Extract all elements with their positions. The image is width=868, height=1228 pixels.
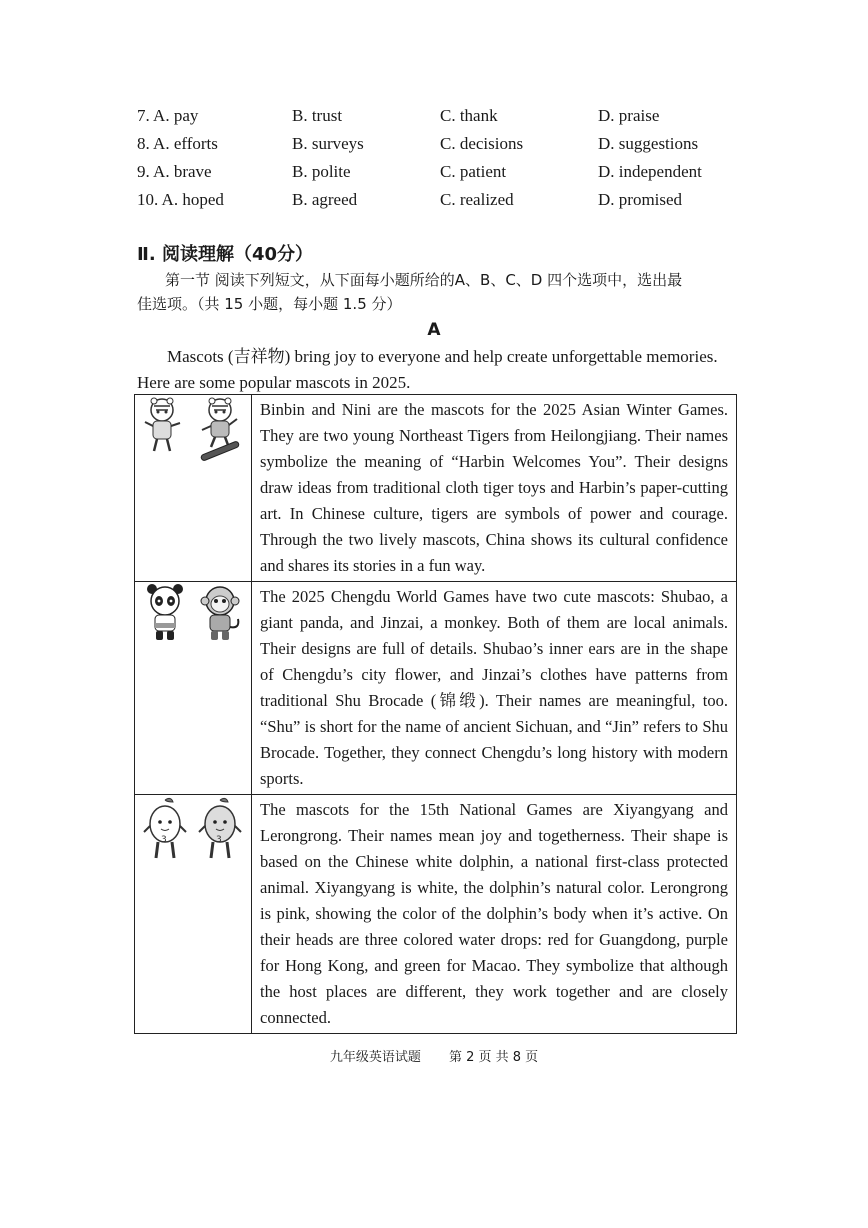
option: C. realized xyxy=(440,190,514,209)
option: B. surveys xyxy=(292,134,364,153)
svg-text:3: 3 xyxy=(216,835,222,845)
instruction-line: 第一节 阅读下列短文，从下面每小题所给的A、B、C、D 四个选项中，选出最 xyxy=(165,271,683,289)
mascot-description: Binbin and Nini are the mascots for the 2025 Asian Winter Games. They are two young Northeast Tigers from Heilongjiang. Their names symbolize the meaning of “Harbin Welcomes You”. Their designs draw ideas from traditional cloth tiger toys and Harbin’s paper-cutting art. In Chinese culture, tigers are symbols of power and courage. Through the two lively mascots, China shows its cultural confidence and shares its stories in a fun way. xyxy=(252,395,737,582)
option: 8. A. efforts xyxy=(137,134,218,153)
page-footer xyxy=(0,1046,868,1065)
intro-line: Here are some popular mascots in 2025. xyxy=(137,373,411,392)
page-number: 第 2 页 共 8 页 xyxy=(448,1050,539,1065)
section-title: Ⅱ. 阅读理解（40分） xyxy=(137,244,314,265)
mascot-description: The 2025 Chengdu World Games have two cute mascots: Shubao, a giant panda, and Jinzai, a monkey. Both of them are local animals. Their designs are full of details. Shubao’s inner ears are in the shape of Chengdu’s city flower, and Jinzai’s clothes have patterns from traditional Shu Brocade (锦缎). Their names are meaningful, too. “Shu” is short for the name of ancient Sichuan, and “Jin” refers to Shu Brocade. Together, they connect Chengdu’s long history with modern sports. xyxy=(252,582,737,795)
mascot-image-cell xyxy=(135,582,252,795)
option: 10. A. hoped xyxy=(137,190,224,209)
option: D. praise xyxy=(598,106,660,125)
option: B. agreed xyxy=(292,190,358,209)
mascot-description: The mascots for the 15th National Games are Xiyangyang and Lerongrong. Their names mean joy and togetherness. Their shape is based on the Chinese white dolphin, a national first-class protected animal. Xiyangyang is white, the dolphin’s natural color. Lerongrong is pink, showing the color of the dolphin’s body when it’s active. On their heads are three colored water drops: red for Guangdong, purple for Hong Kong, and green for Macao. They symbolize that although the host places are different, they work together and are closely connected. xyxy=(252,795,737,1034)
option: B. trust xyxy=(292,106,343,125)
section-instruction xyxy=(137,268,737,316)
option: 7. A. pay xyxy=(137,106,199,125)
mascot-table xyxy=(134,394,737,1034)
option: D. promised xyxy=(598,190,683,209)
panda-monkey-mascots-icon xyxy=(140,583,246,647)
instruction-line: 佳选项。（共 15 小题，每小题 1.5 分） xyxy=(137,295,402,313)
mascot-image-cell xyxy=(135,395,252,582)
option: 9. A. brave xyxy=(137,162,212,181)
option: C. decisions xyxy=(440,134,524,153)
option: C. thank xyxy=(440,106,498,125)
passage-letter: A xyxy=(427,320,441,340)
table-row xyxy=(135,795,737,1034)
passage-intro xyxy=(137,344,741,396)
exam-name: 九年级英语试题 xyxy=(329,1050,421,1065)
svg-text:3: 3 xyxy=(161,835,167,845)
tiger-mascots-icon xyxy=(140,396,246,466)
option: B. polite xyxy=(292,162,351,181)
dolphin-mascots-icon xyxy=(140,796,246,868)
table-row xyxy=(135,395,737,582)
option: D. independent xyxy=(598,162,702,181)
intro-line: Mascots (吉祥物) bring joy to everyone and help create unforgettable memories. xyxy=(167,347,718,366)
mascot-image-cell xyxy=(135,795,252,1034)
option: C. patient xyxy=(440,162,507,181)
table-row xyxy=(135,582,737,795)
option: D. suggestions xyxy=(598,134,699,153)
